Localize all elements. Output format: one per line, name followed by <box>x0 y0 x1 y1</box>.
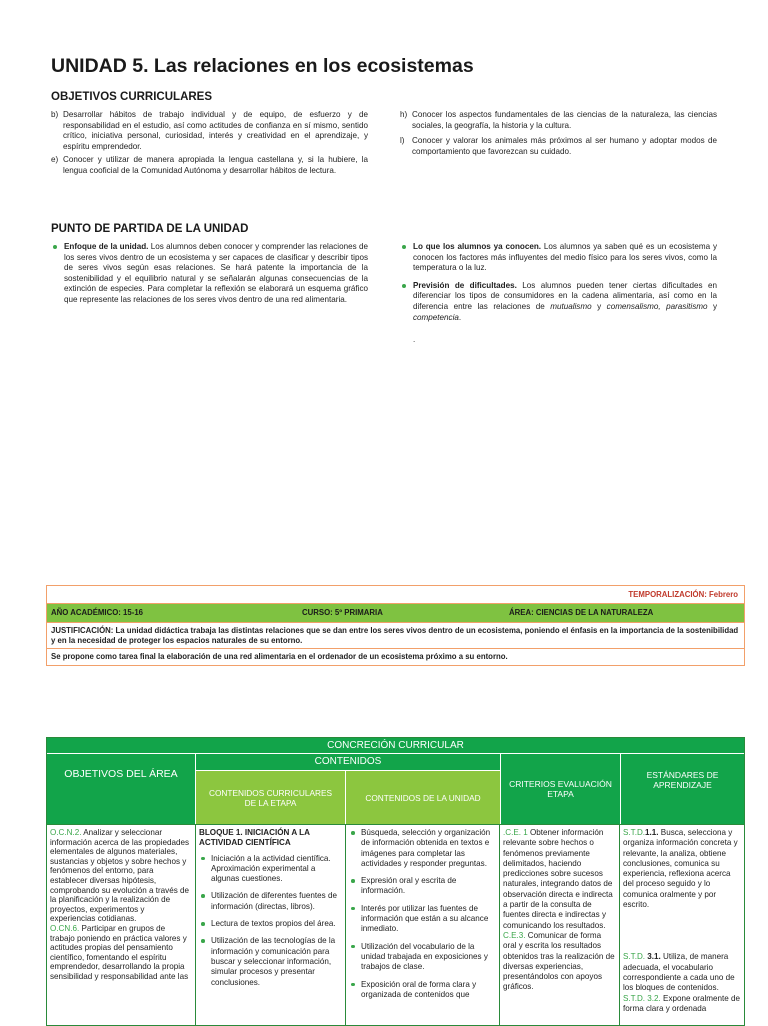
curso: CURSO: 5º PRIMARIA <box>302 608 383 617</box>
list-item: Utilización de las tecnologías de la información y comunicación para buscar y seleccionar información, simular procesos y presentar conclusiones. <box>199 936 342 987</box>
contenidos-subheaders <box>196 771 500 824</box>
partida-left-list <box>51 242 368 311</box>
list-item: Iniciación a la actividad científica. Aproximación experimental a algunas cuestiones. <box>199 854 342 885</box>
objetivos-left <box>51 110 368 180</box>
objetivos-right <box>400 110 717 160</box>
th-contenidos: CONTENIDOS <box>196 754 500 771</box>
cell-criterios <box>500 825 620 1025</box>
list-item <box>400 281 717 323</box>
anio-academico: AÑO ACADÉMICO: 15-16 <box>51 608 143 617</box>
th-contenidos-unidad: CONTENIDOS DE LA UNIDAD <box>346 771 500 824</box>
concrecion-header: CONCRECIÓN CURRICULAR <box>47 738 744 754</box>
tarea-final: Se propone como tarea final la elaboración de una red alimentaria en el ordenador de un ecosistema próximo a su entorno. <box>51 652 508 661</box>
estandar-text: Busca, selecciona y organiza información concreta y relevante, la analiza, obtiene conclusiones, comunica su experiencia, reflexiona acerca del proceso seguido y lo comunica oralmente y por escrito. <box>623 828 738 910</box>
estandar-number: 1.1. <box>645 828 659 837</box>
item-text: y <box>591 301 607 311</box>
objetivo-code: O.C.N.2. <box>50 828 82 837</box>
list-item: Interés por utilizar las fuentes de información que están a su alcance inmediato. <box>349 904 496 935</box>
objetivo-label: b) <box>51 110 59 119</box>
area: ÁREA: CIENCIAS DE LA NATURALEZA <box>509 608 654 617</box>
item-italic: comensalismo, parasitismo <box>606 301 708 311</box>
item-bold: Lo que los alumnos ya conocen. <box>413 242 542 251</box>
list-item <box>400 242 717 274</box>
objetivo-label: h) <box>400 110 408 119</box>
objetivo-text: Desarrollar hábitos de trabajo individual y de equipo, de esfuerzo y de responsabilidad en el estudio, así como actitudes de confianza en sí mismo, sentido crítico, iniciativa personal, curiosidad, interés y creatividad en el aprendizaje, y espíritu emprendedor. <box>63 110 368 151</box>
estandar-number: 3.1. <box>647 952 661 962</box>
estandar-code: S.T.D. 3.2. <box>623 993 661 1003</box>
objetivo-text: Conocer y valorar los animales más próximos al ser humano y adoptar modos de comportamiento que favorezcan su cuidado. <box>412 136 717 156</box>
list-item: Utilización de diferentes fuentes de información (directas, libros). <box>199 891 342 912</box>
objetivo-text: Conocer los aspectos fundamentales de las ciencias de la naturaleza, las ciencias sociales, la geografía, la historia y la cultura. <box>412 110 717 130</box>
list-item: Utilización del vocabulario de la unidad trabajada en exposiciones y trabajos de clase. <box>349 942 496 973</box>
objetivo-item <box>400 136 717 157</box>
unit-info-box <box>46 585 745 666</box>
objetivo-label: l) <box>400 136 405 146</box>
contenidos-group <box>196 754 501 824</box>
bloque-title: BLOQUE 1. INICIACIÓN A LA ACTIVIDAD CIENTÍFICA <box>199 828 310 848</box>
criterio-code: .C.E. 1 <box>503 828 528 837</box>
th-objetivos: OBJETIVOS DEL ÁREA <box>47 754 196 824</box>
th-contenidos-etapa: CONTENIDOS CURRICULARES DE LA ETAPA <box>196 771 346 824</box>
list-item: Expresión oral y escrita de información. <box>349 876 496 897</box>
criterio-text: Obtener información relevante sobre hechos o fenómenos previamente delimitados, haciendo predicciones sobre sucesos naturales, integrando datos de observación directa e indirecta a partir de la consulta de fuentes directa e indirectas y comunicando los resultados. <box>503 828 613 930</box>
estandar-code: S.T.D. <box>623 828 646 837</box>
info-row <box>47 604 744 623</box>
list-item: Búsqueda, selección y organización de información obtenida en textos e imágenes para completar las actividades y responder preguntas. <box>349 828 496 869</box>
objetivo-text: Participar en grupos de trabajo poniendo en práctica valores y actitudes propias del pensamiento científico, fomentando el espíritu emprendedor, desarrollando la propia sensibilidad y responsabilidad ante las <box>50 923 189 981</box>
header-row <box>47 754 744 824</box>
item-text: Los alumnos pueden tener ciertas dificultades en diferenciar los tipos de consumidores en la cadena alimentaria, así como en la diferencia entre las relaciones de <box>413 280 717 311</box>
partida-right-list <box>400 242 717 328</box>
body-row <box>47 824 744 1025</box>
temporalizacion: TEMPORALIZACIÓN: Febrero <box>47 586 744 604</box>
cell-contenidos-etapa <box>196 825 346 1025</box>
list-item: Lectura de textos propios del área. <box>199 919 342 929</box>
page-title: UNIDAD 5. Las relaciones en los ecosistemas <box>51 55 474 77</box>
objetivo-item <box>51 155 368 176</box>
item-italic: competencia <box>413 312 459 322</box>
estandar-text: Utiliza, de manera adecuada, el vocabulario correspondiente a cada uno de los bloques de contenidos. <box>623 952 735 993</box>
objetivo-item <box>400 110 717 131</box>
item-text: Los alumnos ya saben qué es un ecosistema y conocen los factores más influyentes del medio físico para los seres vivos, como la temperatura o la luz. <box>413 242 717 273</box>
item-text: y <box>707 301 718 311</box>
partida-heading: PUNTO DE PARTIDA DE LA UNIDAD <box>51 223 249 235</box>
criterio-code: C.E.3. <box>503 930 526 940</box>
cell-estandares <box>620 825 744 1025</box>
unidad-list <box>349 828 496 1000</box>
item-bold: Enfoque de la unidad. <box>64 242 149 251</box>
list-item: Exposición oral de forma clara y organizada de contenidos que <box>349 980 496 1001</box>
objetivo-code: O.CN.6. <box>50 923 80 933</box>
etapa-list <box>199 854 342 988</box>
cell-objetivos <box>47 825 196 1025</box>
objetivo-item <box>51 110 368 152</box>
stray-dot: . <box>413 335 416 344</box>
curriculum-table <box>46 737 745 1026</box>
item-text: Los alumnos deben conocer y comprender las relaciones de los seres vivos dentro de un ecosistema y ser capaces de clasificar y describir tipos de seres vivos según esas relaciones. Se hará patente la importancia de la sostenibilidad y el equilibrio natural y se señalarán algunas consecuencias de la extinción de especies. Para completar la reflexión se elaborará un esquema gráfico que represente las relaciones de los seres vivos dentro de una red alimentaria. <box>64 242 368 304</box>
th-criterios: CRITERIOS EVALUACIÓN ETAPA <box>501 754 621 824</box>
estandar-text: Expone oralmente de forma clara y ordenada <box>623 993 740 1013</box>
cell-contenidos-unidad <box>346 825 500 1025</box>
justificacion: JUSTIFICACIÓN: La unidad didáctica trabaja las distintas relaciones que se dan entre los seres vivos dentro de un ecosistema, poniendo el énfasis en la importancia de la sostenibilidad y en la necesidad de proteger los espacios naturales de su entorno. <box>47 623 744 649</box>
objetivo-label: e) <box>51 155 59 165</box>
objetivos-heading: OBJETIVOS CURRICULARES <box>51 91 213 103</box>
objetivo-text: Conocer y utilizar de manera apropiada la lengua castellana y, si la hubiere, la lengua cooficial de la Comunidad Autónoma y desarrollar hábitos de lectura. <box>63 155 368 175</box>
criterio-text: Comunicar de forma oral y escrita los resultados obtenidos tras la realización de diversas experiencias, presentándolos con apoyos gráficos. <box>503 930 615 992</box>
list-item <box>51 242 368 306</box>
estandar-code: S.T.D. <box>623 952 646 962</box>
item-text: . <box>458 312 462 322</box>
item-italic: mutualismo <box>550 301 592 311</box>
th-estandares: ESTÁNDARES DE APRENDIZAJE <box>621 754 744 824</box>
objetivo-text: Analizar y seleccionar información acerca de las propiedades elementales de algunos materiales, sustancias y objetos y sobre hechos y fenómenos del entorno, para establecer diversas hipótesis, comprobando su evolución a través de la planificación y la realización de proyectos, experimentos y experiencias cotidianas. <box>50 828 190 924</box>
item-bold: Previsión de dificultades. <box>413 280 517 290</box>
